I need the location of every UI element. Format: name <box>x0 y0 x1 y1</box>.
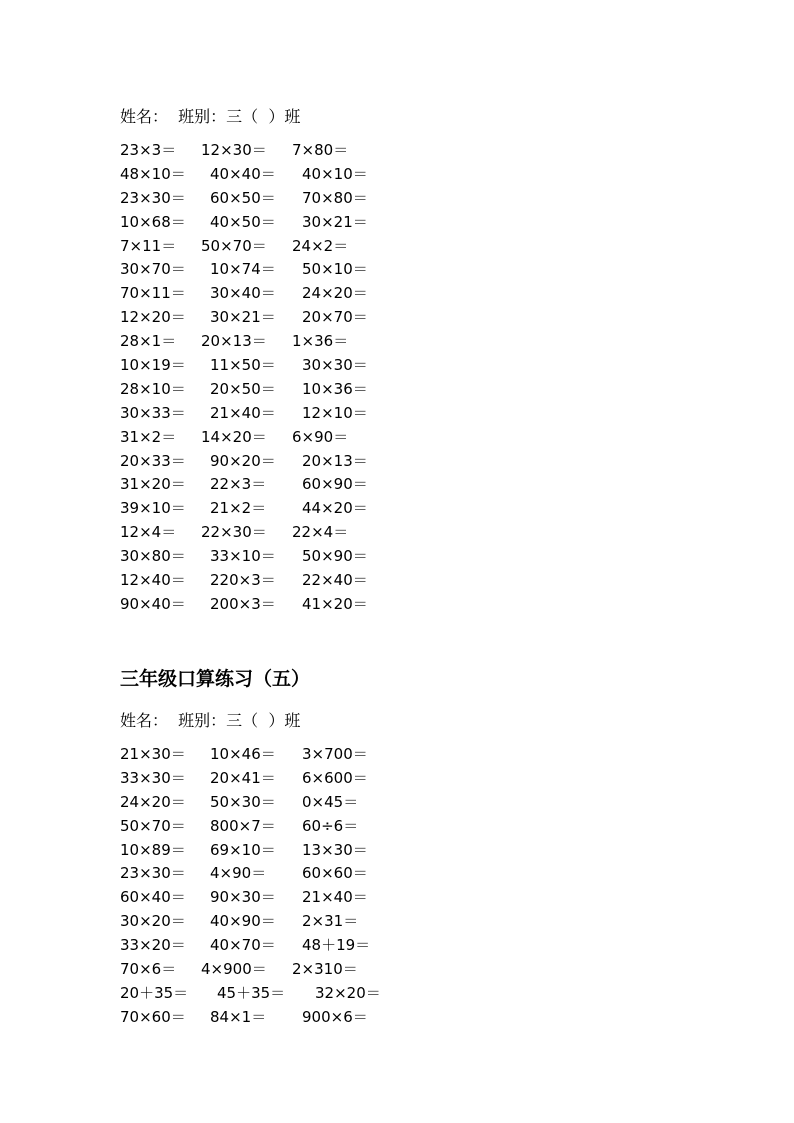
problem-row <box>120 427 420 451</box>
problem-item: 33×30＝ <box>120 768 186 787</box>
problem-item: 30×70＝ <box>120 260 186 279</box>
problem-item: 60÷6＝ <box>302 816 359 835</box>
problem-item: 60×90＝ <box>302 475 368 494</box>
problem-item: 12×30＝ <box>201 141 267 159</box>
problem-item: 28×10＝ <box>120 379 186 398</box>
problem-row <box>120 498 420 522</box>
problem-item: 20×50＝ <box>210 379 276 398</box>
problem-item: 33×20＝ <box>120 936 186 955</box>
problem-item: 10×89＝ <box>120 840 186 859</box>
problem-item: 12×20＝ <box>120 308 186 327</box>
problem-row <box>120 331 420 355</box>
problem-item: 41×20＝ <box>302 594 368 613</box>
problem-row <box>120 863 420 887</box>
problem-row <box>120 451 420 475</box>
problem-item: 33×10＝ <box>210 547 276 566</box>
problem-row <box>120 935 420 959</box>
problem-item: 10×36＝ <box>302 379 368 398</box>
problem-item: 48＋19＝ <box>302 936 371 955</box>
problem-row <box>120 140 420 164</box>
problem-row <box>120 594 420 618</box>
problem-item: 20×13＝ <box>201 332 267 351</box>
problem-item: 30×33＝ <box>120 403 186 422</box>
problem-item: 40×70＝ <box>210 936 276 955</box>
problem-item: 44×20＝ <box>302 499 368 518</box>
problem-item: 24×2＝ <box>292 236 349 255</box>
problem-row <box>120 816 420 840</box>
problem-row <box>120 259 420 283</box>
problem-item: 45＋35＝ <box>217 983 286 1002</box>
problem-item: 21×30＝ <box>120 745 186 763</box>
problem-item: 23×30＝ <box>120 188 186 207</box>
problem-item: 12×10＝ <box>302 403 368 422</box>
problem-item: 20×41＝ <box>210 768 276 787</box>
section-title: 三年级口算练习（五） <box>120 668 311 690</box>
problem-item: 20×13＝ <box>302 451 368 470</box>
problem-item: 39×10＝ <box>120 499 186 518</box>
problem-item: 30×21＝ <box>210 308 276 327</box>
problem-item: 24×20＝ <box>302 284 368 303</box>
problem-item: 70×80＝ <box>302 188 368 207</box>
problem-item: 22×3＝ <box>210 475 267 494</box>
problem-row <box>120 403 420 427</box>
problem-item: 90×30＝ <box>210 888 276 907</box>
problem-item: 50×30＝ <box>210 792 276 811</box>
problem-item: 30×80＝ <box>120 547 186 566</box>
problem-row <box>120 379 420 403</box>
problem-row <box>120 188 420 212</box>
problem-item: 20×70＝ <box>302 308 368 327</box>
problem-row <box>120 1007 420 1031</box>
problem-item: 6×600＝ <box>302 768 368 787</box>
problem-row <box>120 768 420 792</box>
problem-item: 21×40＝ <box>210 403 276 422</box>
problem-item: 22×40＝ <box>302 571 368 590</box>
problem-item: 40×50＝ <box>210 212 276 231</box>
problem-item: 20×33＝ <box>120 451 186 470</box>
problem-row <box>120 522 420 546</box>
problem-item: 2×310＝ <box>292 960 358 979</box>
problem-row <box>120 283 420 307</box>
problem-item: 4×90＝ <box>210 864 267 883</box>
problem-item: 21×40＝ <box>302 888 368 907</box>
problem-item: 28×1＝ <box>120 332 177 351</box>
problem-row <box>120 212 420 236</box>
problem-item: 0×45＝ <box>302 792 359 811</box>
problem-item: 70×6＝ <box>120 960 177 979</box>
problem-row <box>120 983 420 1007</box>
problem-item: 800×7＝ <box>210 816 276 835</box>
problem-item: 32×20＝ <box>315 983 381 1002</box>
problem-item: 14×20＝ <box>201 427 267 446</box>
problem-row <box>120 546 420 570</box>
problem-item: 40×40＝ <box>210 164 276 183</box>
problem-item: 70×60＝ <box>120 1007 186 1026</box>
problem-item: 60×40＝ <box>120 888 186 907</box>
problem-row <box>120 887 420 911</box>
problem-item: 69×10＝ <box>210 840 276 859</box>
problem-item: 22×30＝ <box>201 523 267 542</box>
problem-row <box>120 474 420 498</box>
problem-item: 10×74＝ <box>210 260 276 279</box>
problem-item: 1×36＝ <box>292 332 349 351</box>
problem-item: 40×90＝ <box>210 912 276 931</box>
student-name-class-line: 姓名： 班别：三（ ）班 <box>120 107 301 126</box>
problem-row <box>120 164 420 188</box>
problem-row <box>120 792 420 816</box>
problem-item: 12×4＝ <box>120 523 177 542</box>
problem-item: 200×3＝ <box>210 594 276 613</box>
problem-row <box>120 307 420 331</box>
problem-item: 7×80＝ <box>292 141 349 159</box>
problem-item: 11×50＝ <box>210 356 276 375</box>
problem-item: 60×60＝ <box>302 864 368 883</box>
problem-item: 50×70＝ <box>120 816 186 835</box>
problem-item: 24×20＝ <box>120 792 186 811</box>
problem-item: 30×40＝ <box>210 284 276 303</box>
problem-item: 50×90＝ <box>302 547 368 566</box>
problem-item: 20＋35＝ <box>120 983 189 1002</box>
problem-item: 30×30＝ <box>302 356 368 375</box>
problem-item: 23×3＝ <box>120 141 177 159</box>
problem-row <box>120 959 420 983</box>
problem-row <box>120 570 420 594</box>
student-name-class-line: 姓名： 班别：三（ ）班 <box>120 711 301 730</box>
problem-item: 21×2＝ <box>210 499 267 518</box>
problem-item: 31×20＝ <box>120 475 186 494</box>
problem-item: 50×10＝ <box>302 260 368 279</box>
problem-item: 2×31＝ <box>302 912 359 931</box>
problem-item: 220×3＝ <box>210 571 276 590</box>
problem-item: 22×4＝ <box>292 523 349 542</box>
problem-list <box>120 744 420 1031</box>
problem-item: 13×30＝ <box>302 840 368 859</box>
problem-item: 70×11＝ <box>120 284 186 303</box>
problem-item: 7×11＝ <box>120 236 177 255</box>
problem-item: 31×2＝ <box>120 427 177 446</box>
problem-item: 4×900＝ <box>201 960 267 979</box>
problem-item: 6×90＝ <box>292 427 349 446</box>
problem-row <box>120 911 420 935</box>
problem-item: 48×10＝ <box>120 164 186 183</box>
problem-item: 10×19＝ <box>120 356 186 375</box>
problem-item: 23×30＝ <box>120 864 186 883</box>
problem-item: 50×70＝ <box>201 236 267 255</box>
problem-item: 90×40＝ <box>120 594 186 613</box>
problem-item: 40×10＝ <box>302 164 368 183</box>
problem-row <box>120 744 420 768</box>
problem-row <box>120 355 420 379</box>
problem-item: 60×50＝ <box>210 188 276 207</box>
problem-row <box>120 236 420 260</box>
problem-item: 10×46＝ <box>210 745 276 763</box>
problem-item: 90×20＝ <box>210 451 276 470</box>
problem-row <box>120 840 420 864</box>
problem-item: 10×68＝ <box>120 212 186 231</box>
problem-list <box>120 140 420 618</box>
problem-item: 30×21＝ <box>302 212 368 231</box>
problem-item: 3×700＝ <box>302 745 368 763</box>
problem-item: 84×1＝ <box>210 1007 267 1026</box>
problem-item: 30×20＝ <box>120 912 186 931</box>
problem-item: 900×6＝ <box>302 1007 368 1026</box>
problem-item: 12×40＝ <box>120 571 186 590</box>
